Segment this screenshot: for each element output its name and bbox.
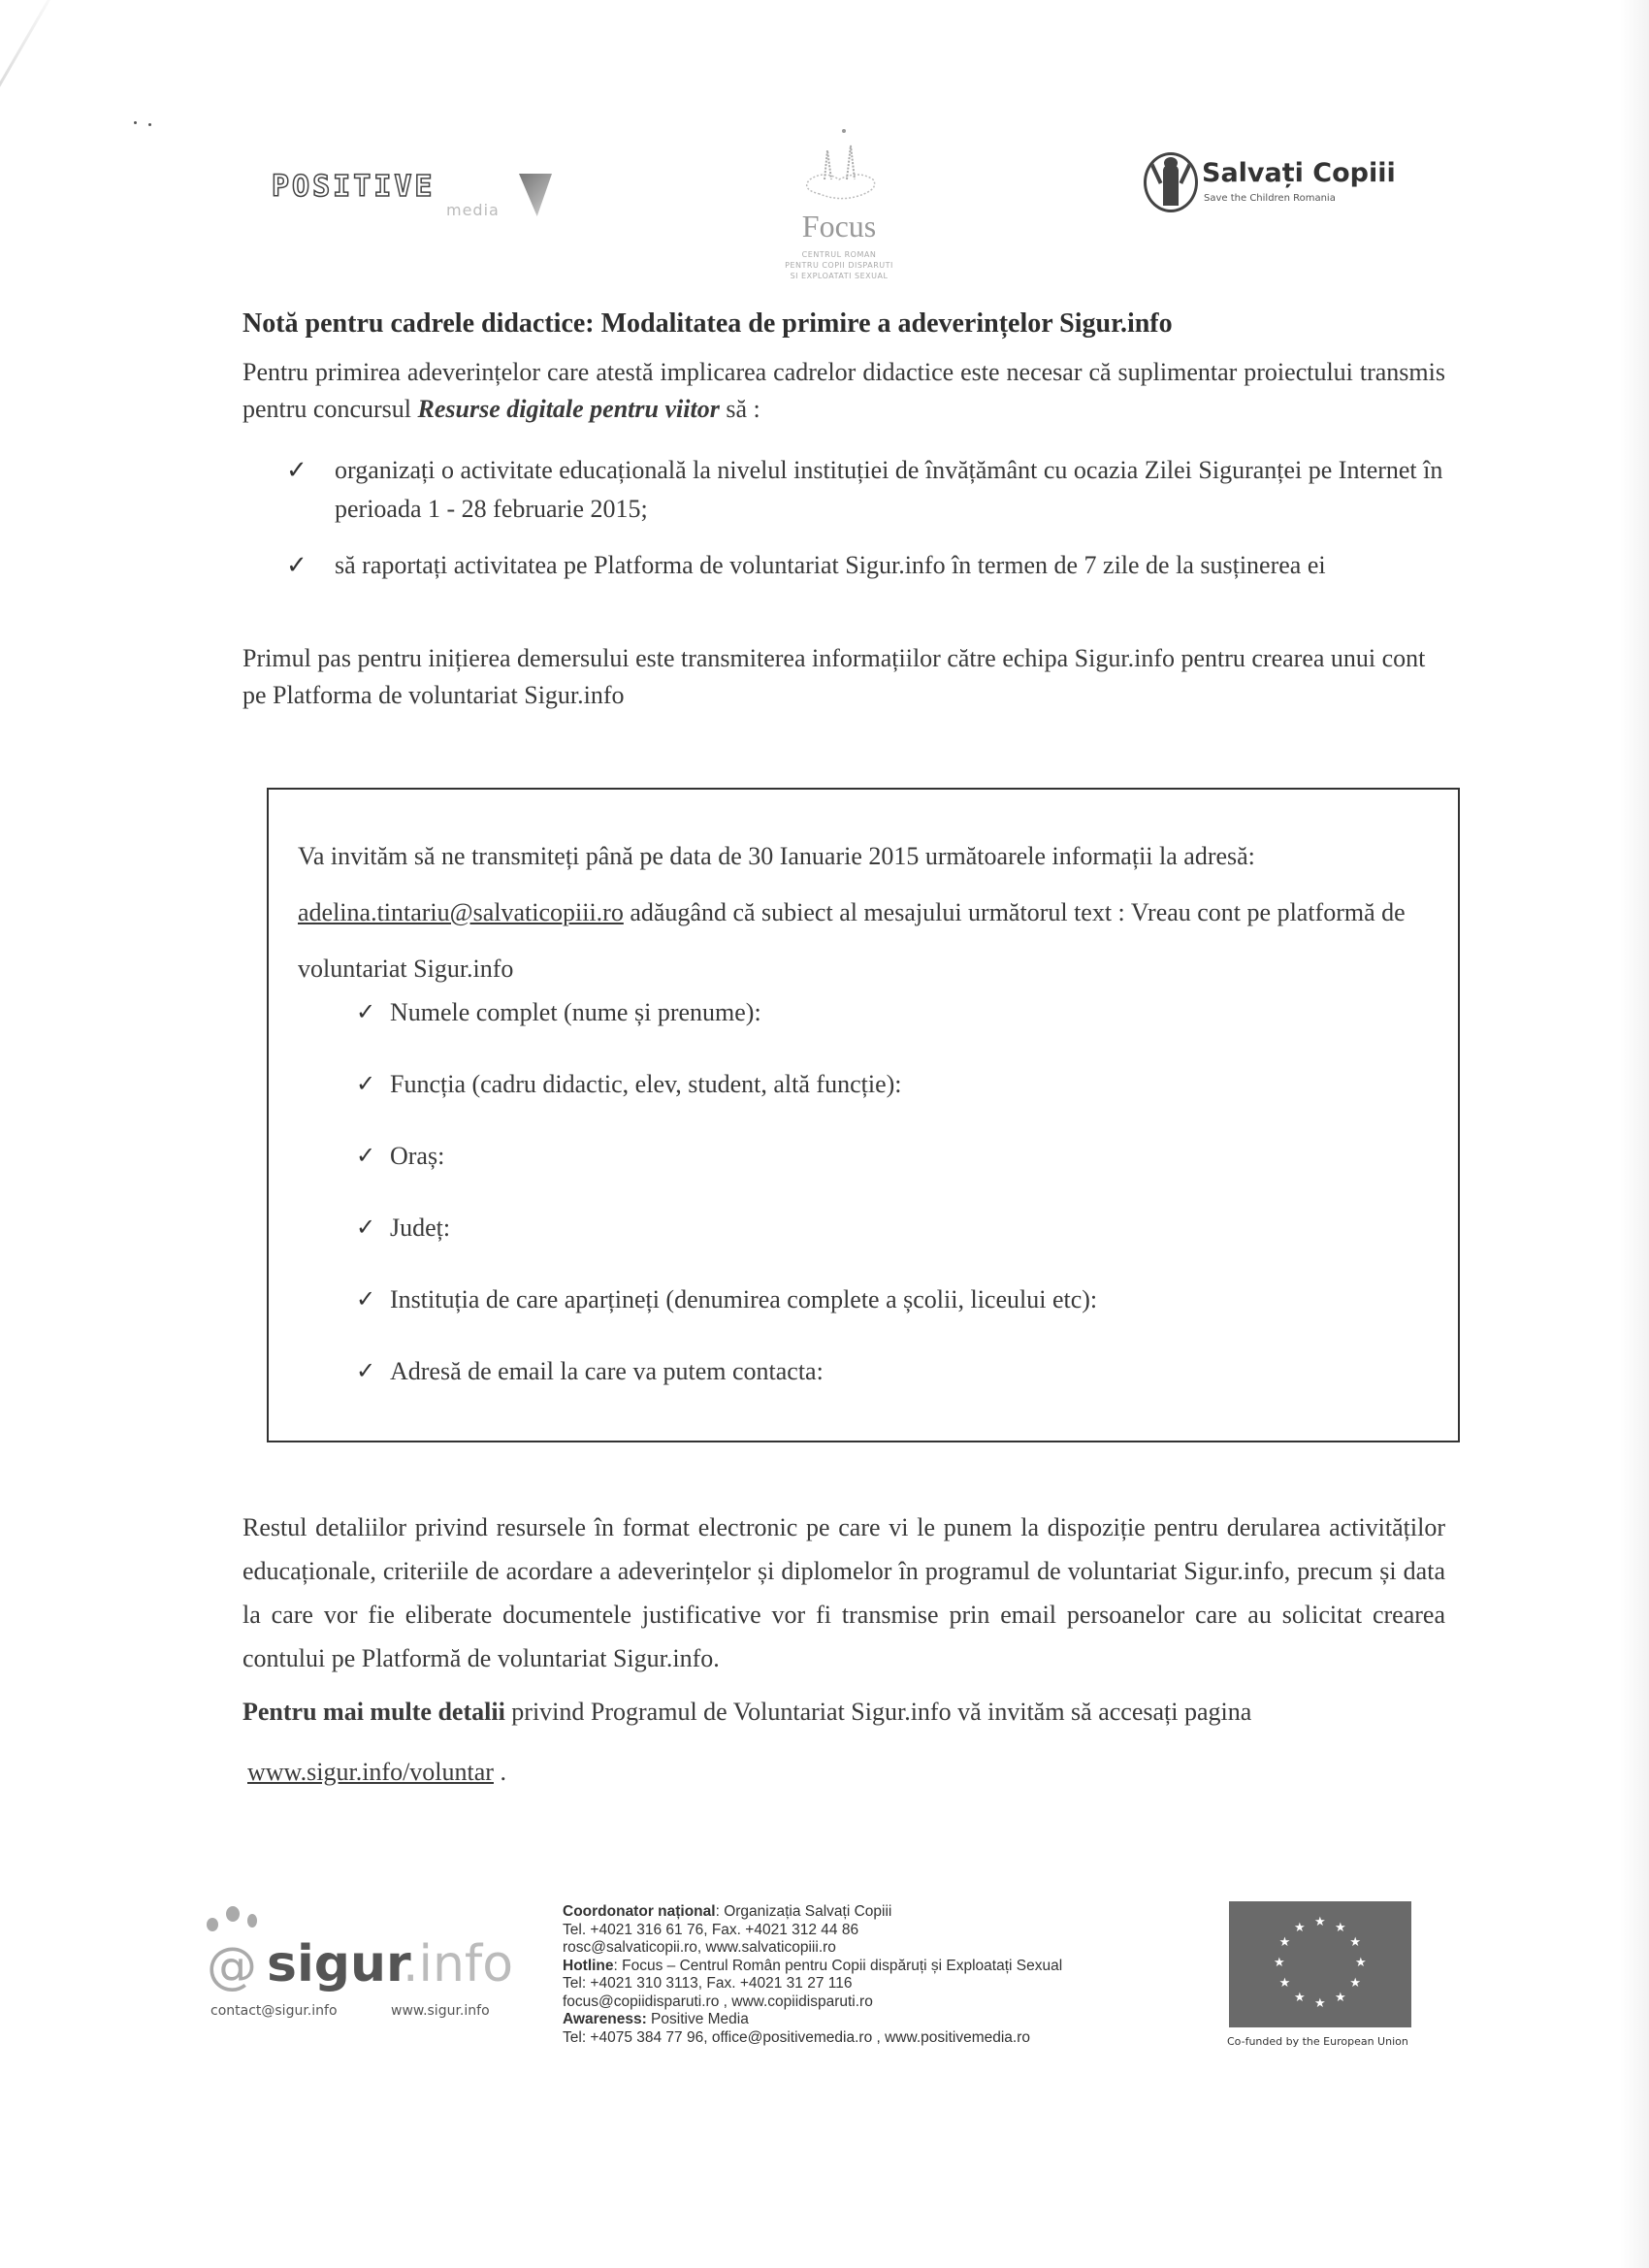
more-info-text: privind Programul de Voluntariat Sigur.info vă invităm să accesați pagina	[504, 1698, 1252, 1726]
sigur-at-sign: @	[207, 1937, 257, 1995]
eu-star-icon: ★	[1335, 1919, 1346, 1934]
footer-contact-line	[563, 2011, 1145, 2029]
required-field-label: Funcția (cadru didactic, elev, student, altă funcție):	[390, 1070, 902, 1098]
footer-contact-line	[563, 1922, 1145, 1940]
footer-contact-line	[563, 1975, 1145, 1993]
footer-contact-line	[563, 2029, 1145, 2048]
required-field-label: Adresă de email la care va putem contacta:	[390, 1357, 824, 1385]
footer-contact-text: Positive Media	[646, 2011, 749, 2027]
required-field-label: Instituția de care aparțineți (denumirea complete a școlii, liceului etc):	[390, 1285, 1098, 1313]
eu-cofunding	[1227, 1901, 1421, 2057]
volunteer-link-line	[247, 1758, 506, 1787]
requirement-item	[286, 546, 1450, 585]
eu-star-icon: ★	[1274, 1955, 1285, 1969]
sigur-wordmark: sigur	[267, 1935, 411, 1993]
positive-media-sub: media	[446, 201, 500, 219]
requirements-list	[286, 451, 1450, 602]
focus-subtitle-line: CENTRUL ROMAN	[801, 250, 877, 259]
eu-star-icon: ★	[1294, 1990, 1306, 2005]
paw-icon	[247, 1914, 257, 1928]
focus-wordmark: Focus	[801, 209, 877, 243]
focus-figure-icon	[791, 126, 888, 213]
positive-media-wordmark: POSITIVE	[272, 170, 436, 204]
positive-media-logo	[272, 170, 572, 228]
info-box-intro-text-end: adăugând că subiect al mesajului următorul text : Vreau cont pe platformă de voluntariat Sigur.info	[298, 898, 1406, 983]
scan-speck	[148, 123, 151, 126]
required-field-item	[356, 1137, 1097, 1209]
sigur-contact-email: contact@sigur.info	[210, 2003, 338, 2019]
positive-media-v-icon	[519, 174, 552, 216]
intro-paragraph	[242, 354, 1445, 428]
footer-contact-line	[563, 1939, 1145, 1958]
footer-contact-text: Tel: +4075 384 77 96, office@positivemedia.ro , www.positivemedia.ro	[563, 2028, 1031, 2046]
eu-star-icon: ★	[1314, 1914, 1326, 1928]
sigur-website: www.sigur.info	[391, 2003, 490, 2019]
focus-subtitle-line: SI EXPLOATATI SEXUAL	[790, 272, 889, 280]
eu-caption: Co-funded by the European Union	[1227, 2035, 1408, 2048]
contact-email-link[interactable]: adelina.tintariu@salvaticopiii.ro	[298, 898, 624, 926]
info-request-box	[267, 788, 1460, 1442]
details-paragraph: Restul detaliilor privind resursele în format electronic pe care vi le punem la dispoziție pentru derularea activităților educaționale, criteriile de acordare a adeverințelor și diplomelor în programul de voluntariat Sigur.info, precum și data la care vor fie eliberate documentele justificative vor fi transmise prin email persoanelor care au solicitat crearea contului pe Platformă de voluntariat Sigur.info.	[242, 1513, 1445, 1672]
checkmark-icon: ✓	[286, 551, 307, 579]
required-field-item	[356, 1352, 1097, 1424]
scan-artifact-edge	[1620, 0, 1649, 2268]
eu-star-icon: ★	[1278, 1934, 1291, 1949]
footer-contact-text: Tel. +4021 316 61 76, Fax. +4021 312 44 86	[563, 1921, 859, 1938]
checkmark-icon: ✓	[356, 1287, 376, 1312]
footer-contact-line	[563, 1958, 1145, 1976]
footer-contact-text: : Focus – Centrul Român pentru Copii dispăruți și Exploatați Sexual	[613, 1957, 1063, 1974]
save-the-children-icon	[1144, 152, 1198, 212]
eu-star-icon: ★	[1335, 1990, 1346, 2005]
sigur-info-logo	[199, 1906, 529, 2023]
focus-logo	[776, 107, 902, 281]
salvati-copii-logo	[1140, 150, 1450, 228]
footer-contact-text: Tel: +4021 310 3113, Fax. +4021 31 27 116	[563, 1975, 853, 1992]
eu-star-icon: ★	[1355, 1955, 1367, 1969]
paw-icon	[207, 1918, 218, 1931]
first-step-paragraph: Primul pas pentru inițierea demersului este transmiterea informațiilor către echipa Sigur.info pentru crearea unui cont pe Platforma de voluntariat Sigur.info	[242, 644, 1426, 709]
eu-star-icon: ★	[1278, 1975, 1291, 1990]
footer-contact-label: Hotline	[563, 1957, 614, 1974]
paw-icon	[226, 1906, 240, 1922]
eu-star-icon: ★	[1294, 1919, 1306, 1934]
footer-contact-text: rosc@salvaticopii.ro, www.salvaticopiii.ro	[563, 1939, 836, 1956]
link-suffix: .	[493, 1758, 506, 1786]
checkmark-icon: ✓	[356, 1144, 376, 1169]
volunteer-page-link[interactable]: www.sigur.info/voluntar	[247, 1758, 494, 1786]
footer-contact-line	[563, 1993, 1145, 2012]
required-field-item	[356, 993, 1097, 1065]
checkmark-icon: ✓	[356, 1215, 376, 1241]
footer-contacts	[563, 1903, 1145, 2047]
requirement-text: să raportați activitatea pe Platforma de voluntariat Sigur.info în termen de 7 zile de la susținerea ei	[335, 551, 1326, 579]
footer-contact-line	[563, 1903, 1145, 1922]
focus-subtitle-line: PENTRU COPII DISPARUTI	[785, 261, 893, 270]
document-title: Notă pentru cadrele didactice: Modalitatea de primire a adeverințelor Sigur.info	[242, 308, 1173, 339]
footer-contact-label: Awareness:	[563, 2011, 647, 2027]
footer-contact-text: focus@copiidisparuti.ro , www.copiidisparuti.ro	[563, 1993, 873, 2010]
eu-flag-icon	[1229, 1901, 1411, 2027]
more-info-bold: Pentru mai multe detalii	[242, 1698, 505, 1726]
required-field-label: Județ:	[390, 1214, 451, 1242]
required-fields-list	[356, 993, 1097, 1424]
salvati-copii-name: Salvați Copiii	[1202, 158, 1396, 188]
checkmark-icon: ✓	[356, 1000, 376, 1025]
eu-star-icon: ★	[1314, 1995, 1326, 2010]
required-field-label: Numele complet (nume și prenume):	[390, 998, 761, 1026]
salvati-copii-tagline: Save the Children Romania	[1204, 193, 1336, 204]
checkmark-icon: ✓	[356, 1359, 376, 1384]
info-box-intro-text: Va invităm să ne transmiteți până pe data de 30 Ianuarie 2015 următoarele informații la adresă:	[298, 842, 1255, 870]
intro-text: Pentru primirea adeverințelor care atestă implicarea cadrelor didactice este necesar că suplimentar proiectului transmis pentru concursul	[242, 358, 1445, 423]
scan-artifact-line	[0, 0, 61, 251]
sigur-tld: .info	[403, 1935, 514, 1993]
requirement-item	[286, 451, 1450, 529]
intro-text-end: să :	[719, 395, 760, 423]
required-field-item	[356, 1209, 1097, 1280]
footer-contact-label: Coordonator național	[563, 1903, 716, 1920]
scan-speck	[134, 121, 137, 124]
checkmark-icon: ✓	[286, 456, 307, 484]
footer-contact-text: : Organizația Salvați Copiii	[715, 1903, 892, 1920]
required-field-item	[356, 1280, 1097, 1352]
contest-name: Resurse digitale pentru viitor	[417, 395, 720, 423]
eu-star-icon: ★	[1349, 1934, 1362, 1949]
required-field-label: Oraș:	[390, 1142, 445, 1170]
checkmark-icon: ✓	[356, 1072, 376, 1097]
requirement-text: organizați o activitate educațională la nivelul instituției de învățământ cu ocazia Zilei Siguranței pe Internet în perioada 1 - 28 februarie 2015;	[335, 456, 1443, 523]
eu-star-icon: ★	[1349, 1975, 1362, 1990]
more-info-paragraph	[242, 1693, 1445, 1732]
required-field-item	[356, 1065, 1097, 1137]
info-box-intro	[298, 828, 1433, 997]
